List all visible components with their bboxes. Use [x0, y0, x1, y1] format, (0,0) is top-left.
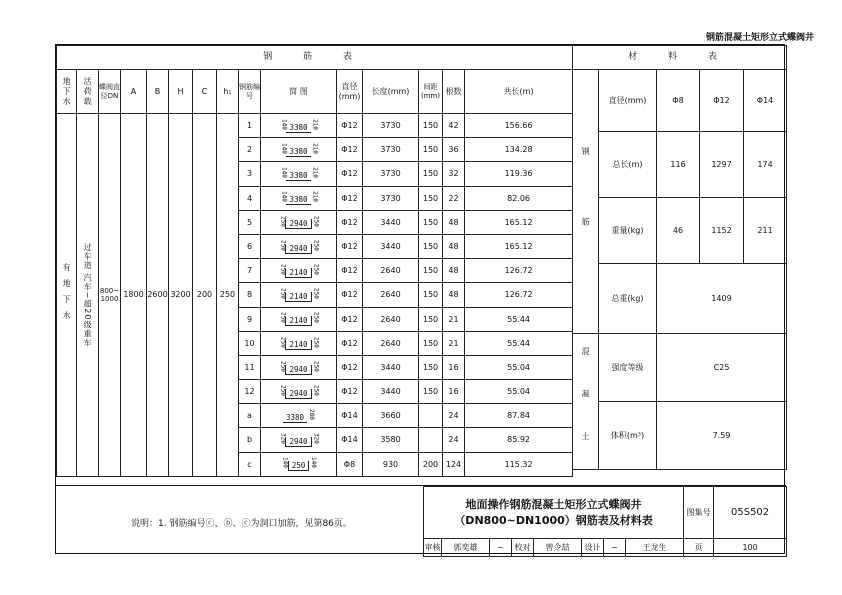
- title-line-1: 地面操作钢筋混凝土矩形立式蝶阀井: [465, 498, 642, 512]
- sketch-right: 250: [312, 288, 320, 300]
- title-line-2: （DN800~DN1000）钢筋表及材料表: [454, 513, 653, 527]
- rebar-spacing: 200: [419, 452, 443, 476]
- rebar-length: 3440: [363, 210, 419, 234]
- rebar-header-row: [57, 70, 573, 114]
- rebar-total: 165.12: [465, 210, 573, 234]
- designer-signature: ~: [604, 539, 626, 557]
- total-len-0: 116: [657, 132, 700, 198]
- rebar-total: 115.32: [465, 452, 573, 476]
- rebar-sketch: [261, 210, 337, 234]
- rebar-spacing: 150: [419, 283, 443, 307]
- title-block: [423, 486, 787, 557]
- rebar-count: 36: [443, 138, 465, 162]
- volume-label: 体积(m³): [599, 402, 657, 470]
- col-length: 长度(mm): [363, 70, 419, 114]
- checker: 曾令喆: [534, 539, 582, 557]
- rebar-count: 32: [443, 162, 465, 186]
- steel-label: 钢 筋: [573, 70, 599, 334]
- sketch-right: 250: [312, 215, 320, 227]
- rebar-count: 21: [443, 307, 465, 331]
- rebar-length: 3440: [363, 355, 419, 379]
- rebar-count: 24: [443, 428, 465, 452]
- col-spacing: 间距(mm): [419, 70, 443, 114]
- sketch-length: 2140: [285, 292, 311, 302]
- sketch-left: 140: [280, 167, 288, 179]
- groundwater-cell: 有地下水: [57, 114, 77, 477]
- rebar-no: 1: [239, 114, 261, 138]
- rebar-dia: Φ12: [337, 186, 363, 210]
- rebar-count: 24: [443, 404, 465, 428]
- atlas-number: 05S502: [714, 487, 787, 539]
- rebar-spacing: 150: [419, 162, 443, 186]
- rebar-length: 3580: [363, 428, 419, 452]
- rebar-length: 3440: [363, 380, 419, 404]
- sketch-right: 210: [311, 143, 319, 154]
- rebar-sketch: [261, 355, 337, 379]
- col-dn: 蝶阀直径DN: [99, 70, 121, 114]
- col-groundwater: 地下水: [57, 70, 77, 114]
- rebar-length: 930: [363, 452, 419, 476]
- dia-label: 直径(mm): [599, 70, 657, 132]
- sketch-length: 2940: [285, 365, 311, 375]
- col-h: H: [169, 70, 193, 114]
- rebar-length: 3730: [363, 114, 419, 138]
- rebar-sketch: [261, 380, 337, 404]
- reviewer: 郭奕雄: [442, 539, 490, 557]
- rebar-sketch: [261, 283, 337, 307]
- check-label: 校对: [512, 539, 534, 557]
- rebar-total: 165.12: [465, 234, 573, 258]
- rebar-total: 126.72: [465, 259, 573, 283]
- rebar-no: b: [239, 428, 261, 452]
- sketch-length: 2940: [285, 437, 311, 447]
- sketch-left: 250: [279, 312, 287, 324]
- rebar-length: 3730: [363, 186, 419, 210]
- rebar-no: 5: [239, 210, 261, 234]
- rebar-spacing: 150: [419, 234, 443, 258]
- col-load: 活荷载: [77, 70, 99, 114]
- rebar-no: 8: [239, 283, 261, 307]
- sketch-left: 140: [280, 191, 288, 203]
- rebar-dia: Φ12: [337, 259, 363, 283]
- sketch-length: 3380: [286, 123, 310, 133]
- rebar-dia: Φ12: [337, 210, 363, 234]
- sketch-right: 250: [312, 263, 320, 275]
- dia-2: Φ14: [744, 70, 787, 132]
- rebar-dia: Φ12: [337, 307, 363, 331]
- rebar-dia: Φ12: [337, 162, 363, 186]
- sketch-right: 210: [311, 118, 319, 130]
- rebar-total: 55.04: [465, 380, 573, 404]
- page-number: 100: [714, 539, 787, 557]
- rebar-length: 2640: [363, 283, 419, 307]
- dim-b: 2600: [147, 114, 169, 477]
- rebar-spacing: 150: [419, 259, 443, 283]
- col-c: C: [193, 70, 217, 114]
- sketch-length: 2140: [285, 268, 311, 278]
- rebar-length: 3730: [363, 138, 419, 162]
- sketch-length: 3380: [286, 147, 310, 157]
- dn-cell: 800~1000: [99, 114, 121, 477]
- sketch-right: 210: [311, 167, 319, 179]
- design-label: 设计: [582, 539, 604, 557]
- weight-1: 1152: [700, 198, 744, 264]
- rebar-dia: Φ8: [337, 452, 363, 476]
- sketch-right: 250: [312, 336, 320, 348]
- volume: 7.59: [657, 402, 787, 470]
- rebar-no: 10: [239, 331, 261, 355]
- rebar-count: 124: [443, 452, 465, 476]
- rebar-total: 119.36: [465, 162, 573, 186]
- rebar-total: 55.44: [465, 331, 573, 355]
- total-len-2: 174: [744, 132, 787, 198]
- rebar-total: 126.72: [465, 283, 573, 307]
- note: 说明：1. 钢筋编号ⓒ、ⓑ、ⓒ为洞口加筋，见第86页。: [131, 519, 352, 529]
- rebar-count: 21: [443, 331, 465, 355]
- rebar-sketch: [261, 404, 337, 428]
- rebar-spacing: 150: [419, 210, 443, 234]
- rebar-sketch: [261, 234, 337, 258]
- rebar-table-title: 钢 筋 表: [57, 46, 573, 70]
- rebar-sketch: [261, 452, 337, 476]
- weight-0: 46: [657, 198, 700, 264]
- sketch-length: 250: [288, 461, 310, 471]
- rebar-length: 3660: [363, 404, 419, 428]
- total-len-1: 1297: [700, 132, 744, 198]
- rebar-sketch: [261, 162, 337, 186]
- sketch-length: 3380: [286, 171, 310, 181]
- dia-1: Φ12: [700, 70, 744, 132]
- rebar-total: 156.66: [465, 114, 573, 138]
- sketch-right: 250: [312, 239, 320, 251]
- rebar-table: [56, 45, 573, 477]
- rebar-spacing: 150: [419, 331, 443, 355]
- col-total: 共长(m): [465, 70, 573, 114]
- rebar-sketch: [261, 259, 337, 283]
- rebar-no: a: [239, 404, 261, 428]
- designer: 王龙生: [626, 539, 684, 557]
- rebar-spacing: [419, 428, 443, 452]
- rebar-length: 2640: [363, 259, 419, 283]
- review-label: 审核: [424, 539, 442, 557]
- reviewer-signature: ~: [490, 539, 512, 557]
- dim-a: 1800: [121, 114, 147, 477]
- rebar-count: 16: [443, 380, 465, 404]
- rebar-spacing: 150: [419, 186, 443, 210]
- sketch-left: 250: [279, 360, 287, 372]
- rebar-no: 2: [239, 138, 261, 162]
- dia-0: Φ8: [657, 70, 700, 132]
- rebar-length: 3440: [363, 234, 419, 258]
- sketch-length: 2940: [285, 244, 311, 254]
- rebar-sketch: [261, 114, 337, 138]
- rebar-sketch: [261, 331, 337, 355]
- sketch-length: 2940: [285, 219, 311, 229]
- rebar-dia: Φ14: [337, 404, 363, 428]
- sketch-left: 250: [279, 239, 287, 251]
- rebar-total: 55.44: [465, 307, 573, 331]
- rebar-count: 48: [443, 283, 465, 307]
- sketch-length: 3380: [286, 195, 310, 205]
- rebar-dia: Φ12: [337, 138, 363, 162]
- sketch-right: 140: [310, 457, 318, 469]
- dim-h: 3200: [169, 114, 193, 477]
- sketch-left: 140: [280, 118, 288, 130]
- sketch-left: 250: [279, 288, 287, 300]
- sketch-left: 250: [279, 263, 287, 275]
- title-cell: [424, 487, 684, 539]
- sketch-left: 250: [279, 384, 287, 396]
- rebar-dia: Φ14: [337, 428, 363, 452]
- rebar-no: 6: [239, 234, 261, 258]
- rebar-no: 11: [239, 355, 261, 379]
- rebar-no: 7: [239, 259, 261, 283]
- rebar-spacing: [419, 404, 443, 428]
- total-weight-label: 总重(kg): [599, 264, 657, 334]
- rebar-no: c: [239, 452, 261, 476]
- col-sketch: 简 图: [261, 70, 337, 114]
- sketch-left: 250: [279, 215, 287, 227]
- rebar-count: 42: [443, 114, 465, 138]
- col-no: 钢筋编号: [239, 70, 261, 114]
- rebar-sketch: [261, 138, 337, 162]
- rebar-count: 16: [443, 355, 465, 379]
- dim-h1: 250: [217, 114, 239, 477]
- rebar-no: 3: [239, 162, 261, 186]
- load-cell: 过车道 汽车−超20级重车: [77, 114, 99, 477]
- total-len-label: 总长(m): [599, 132, 657, 198]
- sketch-left: 140: [280, 143, 288, 154]
- material-table: [572, 45, 787, 470]
- concrete-label: 混 凝 土: [573, 334, 599, 470]
- grade-label: 强度等级: [599, 334, 657, 402]
- rebar-no: 12: [239, 380, 261, 404]
- sketch-right: 210: [311, 191, 319, 203]
- drawing-frame: [55, 44, 785, 554]
- grade: C25: [657, 334, 787, 402]
- drawing-header-title: 钢筋混凝土矩形立式蝶阀井: [705, 33, 814, 43]
- rebar-spacing: 150: [419, 307, 443, 331]
- rebar-count: 48: [443, 259, 465, 283]
- rebar-spacing: 150: [419, 355, 443, 379]
- rebar-spacing: 150: [419, 380, 443, 404]
- atlas-label: 图集号: [684, 487, 714, 539]
- sketch-length: 3380: [283, 413, 307, 423]
- rebar-dia: Φ12: [337, 355, 363, 379]
- rebar-sketch: [261, 307, 337, 331]
- col-h1: h₁: [217, 70, 239, 114]
- material-table-title: 材 料 表: [573, 46, 787, 70]
- rebar-total: 87.84: [465, 404, 573, 428]
- sketch-right: 250: [312, 384, 320, 396]
- rebar-sketch: [261, 428, 337, 452]
- rebar-dia: Φ12: [337, 234, 363, 258]
- sketch-left: 250: [279, 336, 287, 348]
- rebar-dia: Φ12: [337, 331, 363, 355]
- rebar-spacing: 150: [419, 114, 443, 138]
- sketch-length: 2140: [285, 316, 311, 326]
- rebar-dia: Φ12: [337, 380, 363, 404]
- rebar-spacing: 150: [419, 138, 443, 162]
- rebar-total: 55.04: [465, 355, 573, 379]
- rebar-dia: Φ12: [337, 283, 363, 307]
- page-label: 页: [684, 539, 714, 557]
- col-b: B: [147, 70, 169, 114]
- rebar-total: 85.92: [465, 428, 573, 452]
- sketch-length: 2140: [285, 340, 311, 350]
- sketch-right: 280: [307, 409, 315, 420]
- rebar-row: [57, 114, 573, 138]
- total-weight: 1409: [657, 264, 787, 334]
- rebar-total: 134.28: [465, 138, 573, 162]
- footer: [56, 485, 786, 555]
- rebar-sketch: [261, 186, 337, 210]
- rebar-no: 4: [239, 186, 261, 210]
- sketch-left: 140: [281, 457, 289, 469]
- rebar-dia: Φ12: [337, 114, 363, 138]
- sketch-right: 250: [312, 360, 320, 372]
- dim-c: 200: [193, 114, 217, 477]
- rebar-length: 2640: [363, 307, 419, 331]
- rebar-length: 3730: [363, 162, 419, 186]
- sketch-right: 250: [312, 312, 320, 324]
- rebar-count: 48: [443, 210, 465, 234]
- col-count: 根数: [443, 70, 465, 114]
- sketch-left: 320: [279, 433, 287, 445]
- rebar-no: 9: [239, 307, 261, 331]
- rebar-length: 2640: [363, 331, 419, 355]
- rebar-count: 22: [443, 186, 465, 210]
- rebar-count: 48: [443, 234, 465, 258]
- weight-2: 211: [744, 198, 787, 264]
- rebar-total: 82.06: [465, 186, 573, 210]
- weight-label: 重量(kg): [599, 198, 657, 264]
- col-dia: 直径(mm): [337, 70, 363, 114]
- col-a: A: [121, 70, 147, 114]
- sketch-length: 2940: [285, 389, 311, 399]
- sketch-right: 320: [312, 433, 320, 445]
